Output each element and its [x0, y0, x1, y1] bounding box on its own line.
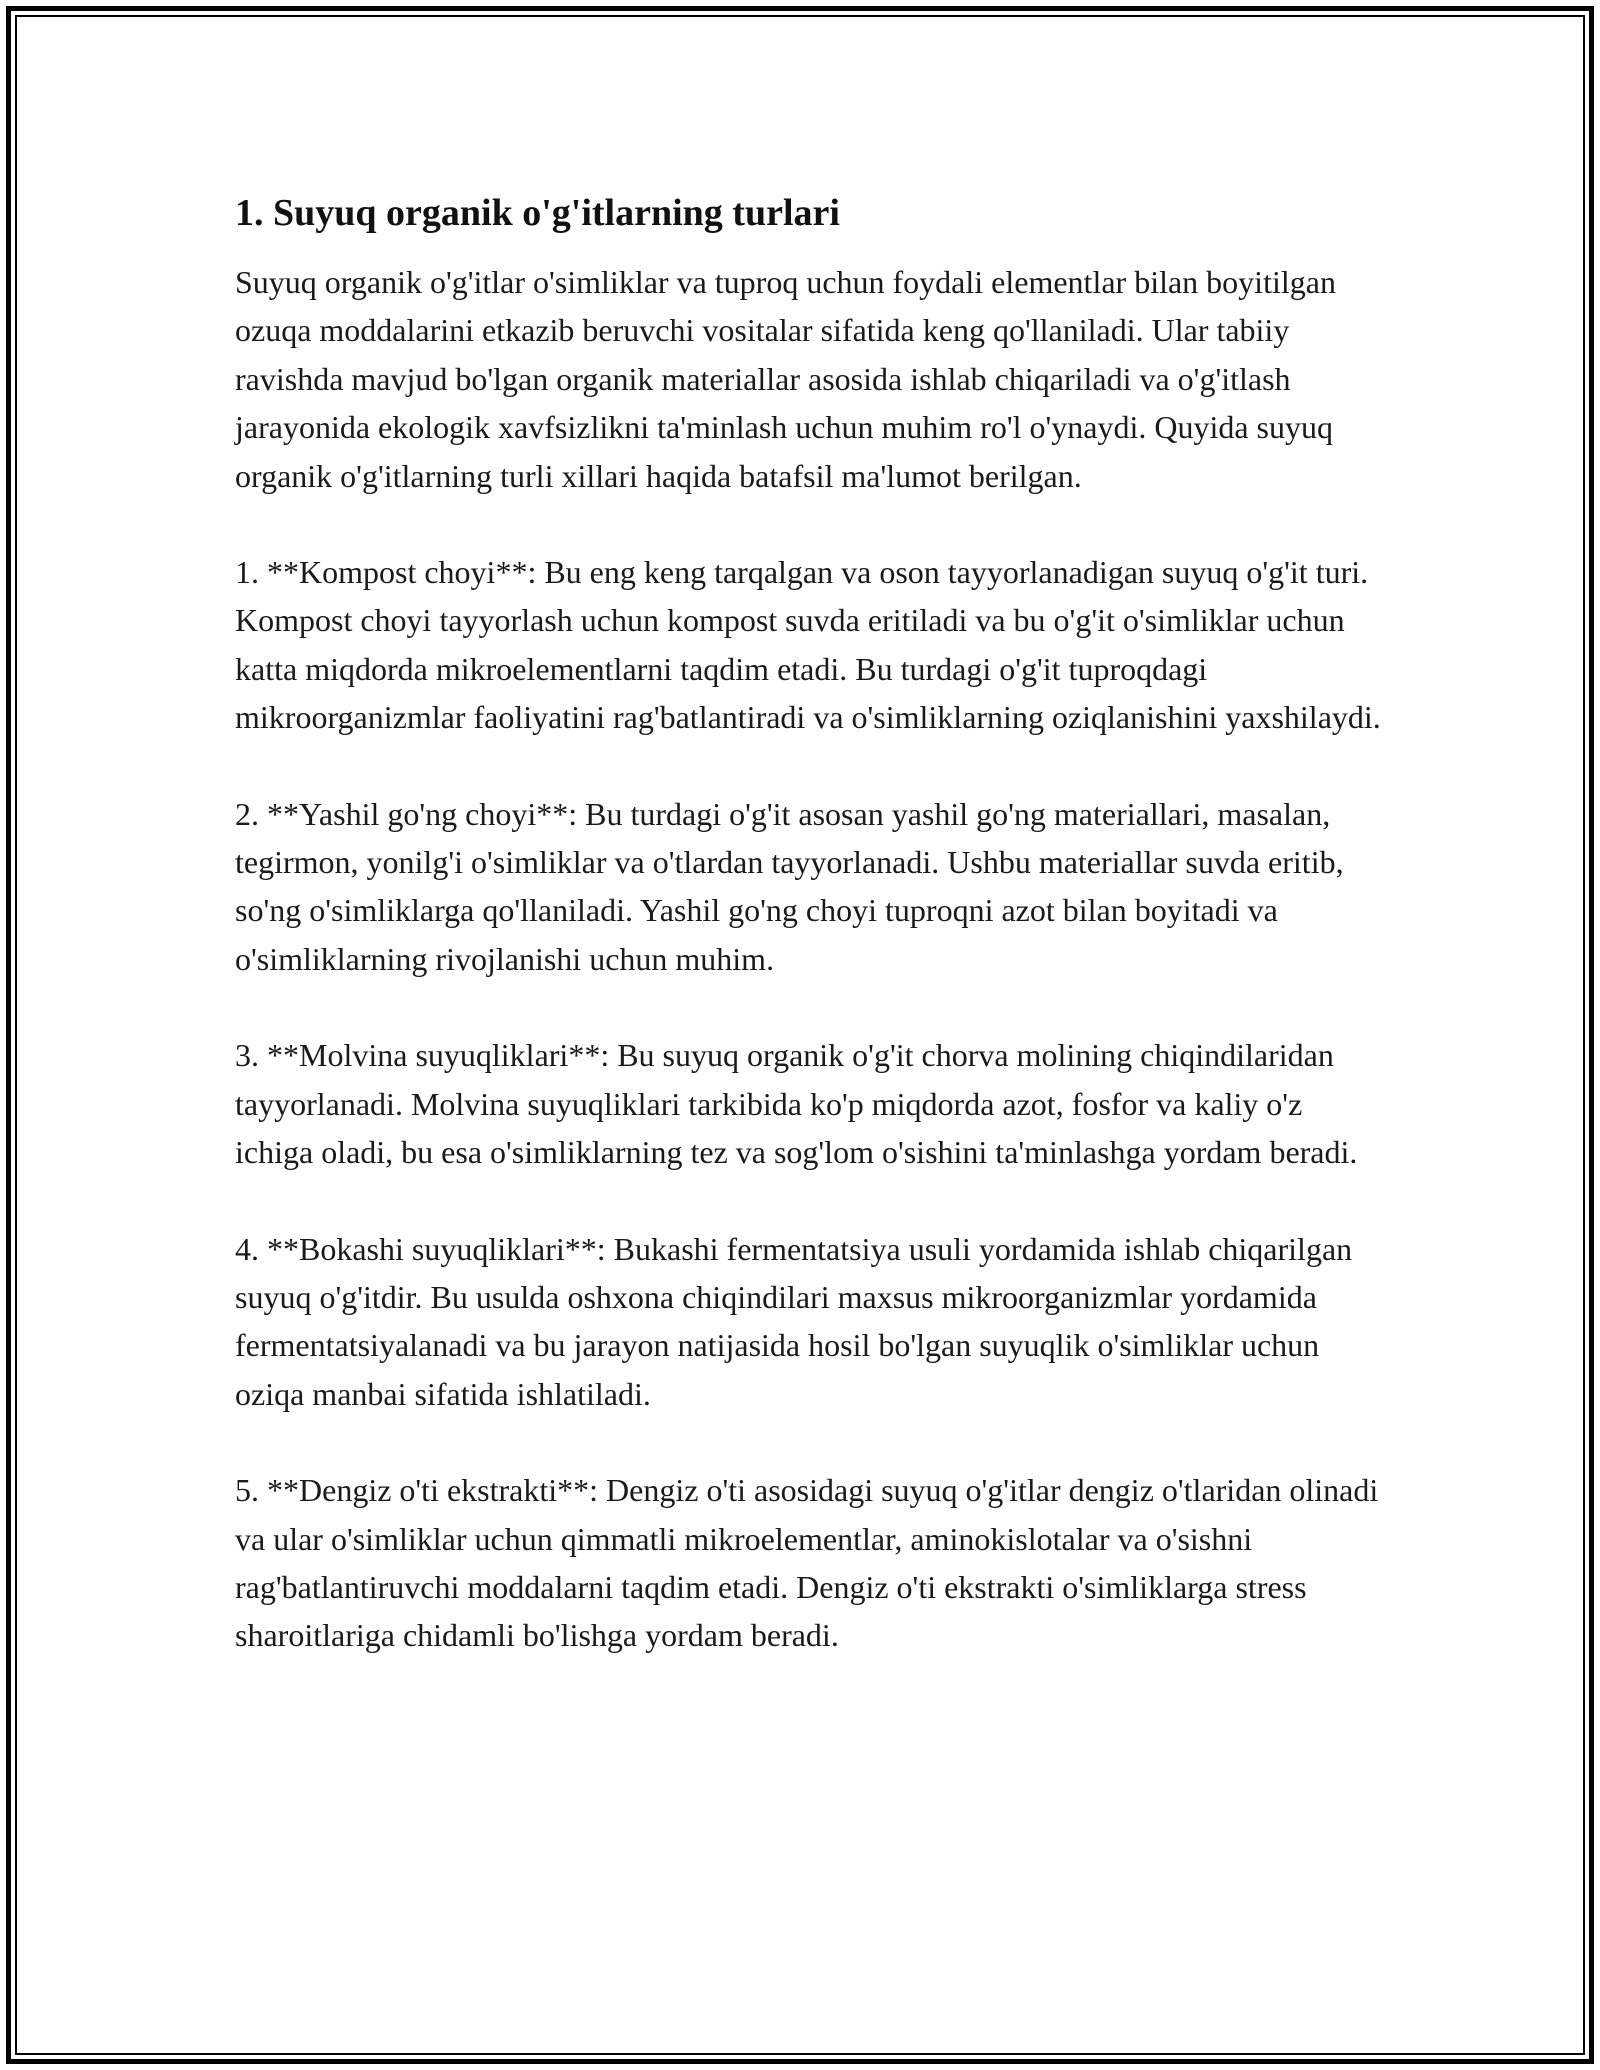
- paragraph-compost-tea: 1. **Kompost choyi**: Bu eng keng tarqalgan va oson tayyorlanadigan suyuq o'g'it turi. Kompost choyi tayyorlash uchun kompost suvda eritiladi va bu o'g'it o'simliklar uchun katta miqdorda mikroelementlarni taqdim etadi. Bu turdagi o'g'it tuproqdagi mikroorganizmlar faoliyatini rag'batlantiradi va o'simliklarning oziqlanishini yaxshilaydi.: [235, 554, 1381, 736]
- intro-paragraph: Suyuq organik o'g'itlar o'simliklar va tuproq uchun foydali elementlar bilan boyitilgan ozuqa moddalarini etkazib beruvchi vositalar sifatida keng qo'llaniladi. Ular tabiiy ravishda mavjud bo'lgan organik materiallar asosida ishlab chiqariladi va o'g'itlash jarayonida ekologik xavfsizlikni ta'minlash uchun muhim ro'l o'ynaydi. Quyida suyuq organik o'g'itlarning turli xillari haqida batafsil ma'lumot berilgan.: [235, 264, 1336, 494]
- paragraph-molvina-liquids: 3. **Molvina suyuqliklari**: Bu suyuq organik o'g'it chorva molining chiqindilaridan tayyorlanadi. Molvina suyuqliklari tarkibida ko'p miqdorda azot, fosfor va kaliy o'z ichiga oladi, bu esa o'simliklarning tez va sog'lom o'sishini ta'minlashga yordam beradi.: [235, 1037, 1358, 1171]
- document-body: [235, 188, 1385, 1708]
- paragraph-bokashi-liquids: 4. **Bokashi suyuqliklari**: Bukashi fermentatsiya usuli yordamida ishlab chiqarilgan suyuq o'g'itdir. Bu usulda oshxona chiqindilari maxsus mikroorganizmlar yordamida fermentatsiyalanadi va bu jarayon natijasida hosil bo'lgan suyuqlik o'simliklar uchun oziqa manbai sifatida ishlatiladi.: [235, 1230, 1353, 1412]
- section-heading: 1. Suyuq organik o'g'itlarning turlari: [235, 192, 840, 234]
- paragraph-seaweed-extract: 5. **Dengiz o'ti ekstrakti**: Dengiz o'ti asosidagi suyuq o'g'itlar dengiz o'tlaridan olinadi va ular o'simliklar uchun qimmatli mikroelementlar, aminokislotalar va o'sishni rag'batlantiruvchi moddalarni taqdim etadi. Dengiz o'ti ekstrakti o'simliklarga stress sharoitlariga chidamli bo'lishga yordam beradi.: [235, 1472, 1379, 1654]
- paragraph-green-manure-tea: 2. **Yashil go'ng choyi**: Bu turdagi o'g'it asosan yashil go'ng materiallari, masalan, tegirmon, yonilg'i o'simliklar va o'tlardan tayyorlanadi. Ushbu materiallar suvda eritib, so'ng o'simliklarga qo'llaniladi. Yashil go'ng choyi tuproqni azot bilan boyitadi va o'simliklarning rivojlanishi uchun muhim.: [235, 795, 1344, 977]
